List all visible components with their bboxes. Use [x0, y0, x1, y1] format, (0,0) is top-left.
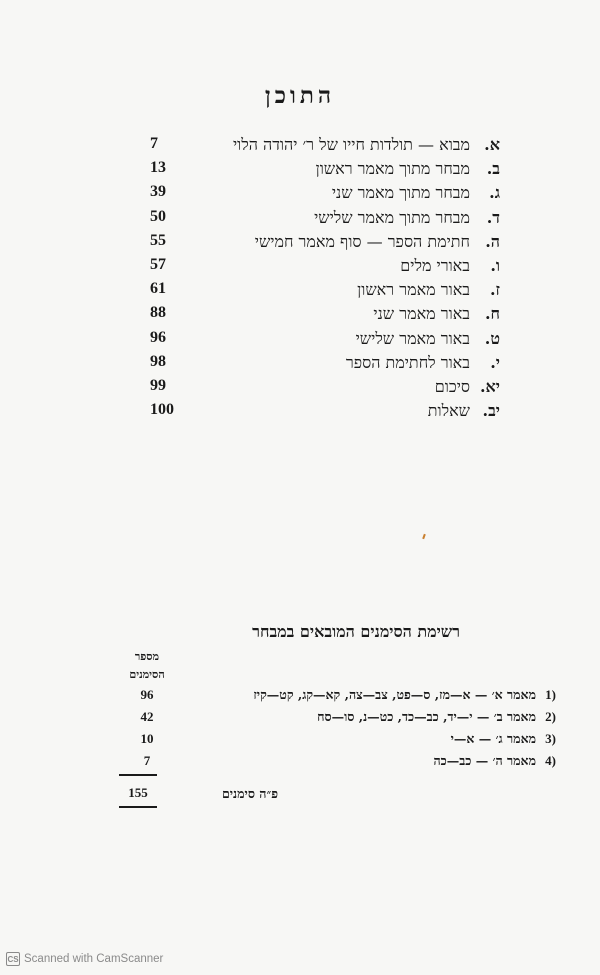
- count-column-header: מספר: [134, 650, 160, 663]
- total-count: 155: [128, 785, 148, 800]
- toc-entry-text: באור מאמר ראשון: [357, 280, 470, 300]
- toc-page-number: 39: [150, 183, 166, 201]
- toc-entry-text: מבוא — תולדות חייו של ר׳ יהודה הלוי: [232, 135, 470, 154]
- toc-letter: ח.: [484, 304, 500, 324]
- toc-row: [150, 206, 500, 230]
- toc-page-number: 61: [150, 280, 166, 298]
- toc-letter: ב.: [486, 159, 500, 179]
- toc-entry-text: באור לחתימת הספר: [345, 352, 470, 372]
- section-range: מאמר א׳ — א—מז, ס—פט, צב—צה, קא—קג, קט—קיז: [253, 687, 536, 702]
- toc-letter: ג.: [489, 183, 500, 203]
- toc-entry-text: חתימת הספר — סוף מאמר חמישי: [254, 231, 470, 251]
- toc-page-number: 99: [150, 376, 166, 394]
- toc-entry-text: באור מאמר שני: [373, 304, 470, 324]
- list-item: [100, 753, 560, 773]
- section-count: 96: [140, 687, 154, 702]
- toc-page-number: 7: [150, 135, 158, 152]
- sum-rule: [119, 806, 157, 808]
- toc-page-number: 100: [150, 401, 174, 419]
- toc-row: [150, 302, 500, 326]
- section-count: 10: [140, 731, 154, 746]
- toc-page-number: 88: [150, 304, 166, 322]
- toc-row: [150, 375, 500, 399]
- ink-mark: [422, 534, 426, 539]
- toc-row: [150, 133, 500, 157]
- toc-letter: י.: [490, 352, 500, 372]
- list-number: 3): [545, 731, 556, 746]
- toc-entry-text: סיכום: [434, 376, 470, 396]
- toc-page-number: 98: [150, 352, 166, 370]
- toc-letter: ז.: [489, 280, 500, 300]
- list-number: 2): [545, 709, 556, 724]
- section-range: מאמר ה׳ — כב—כה: [433, 753, 536, 768]
- toc-entry-text: באור מאמר שלישי: [355, 328, 470, 348]
- toc-letter: ה.: [485, 231, 500, 251]
- toc-letter: ו.: [490, 255, 500, 275]
- toc-row: [150, 230, 500, 254]
- sections-list-title: רשימת הסימנים המובאים במבחר: [252, 622, 460, 641]
- toc-letter: ד.: [486, 207, 500, 227]
- toc-row: [150, 254, 500, 278]
- list-number: 4): [545, 753, 556, 768]
- camscanner-icon: CS: [6, 952, 20, 966]
- toc-row: [150, 399, 500, 423]
- total-label: פ״ה סימנים: [221, 786, 279, 801]
- toc-row: [150, 327, 500, 351]
- count-column-header: הסימנים: [129, 668, 165, 681]
- list-item: [100, 687, 560, 707]
- list-number: 1): [545, 687, 556, 702]
- toc-row: [150, 157, 500, 181]
- toc-page-number: 50: [150, 207, 166, 225]
- toc-entry-text: באורי מלים: [400, 255, 470, 275]
- list-item: [100, 709, 560, 729]
- toc-page-number: 55: [150, 231, 166, 249]
- toc-letter: יא.: [479, 376, 500, 396]
- toc-page-number: 96: [150, 328, 166, 346]
- toc-row: [150, 181, 500, 205]
- watermark-text: Scanned with CamScanner: [24, 953, 164, 965]
- section-range: מאמר ג׳ — א—י: [450, 731, 536, 746]
- table-of-contents: [150, 133, 500, 423]
- section-count: 7: [143, 753, 151, 768]
- toc-entry-text: מבחר מתוך מאמר שני: [331, 183, 470, 203]
- toc-page-number: 57: [150, 255, 166, 273]
- list-item: [100, 731, 560, 751]
- sum-rule: [119, 774, 157, 776]
- scanner-watermark: [6, 952, 163, 966]
- toc-row: [150, 278, 500, 302]
- section-count: 42: [140, 709, 154, 724]
- toc-entry-text: מבחר מתוך מאמר שלישי: [314, 207, 470, 227]
- toc-page-number: 13: [150, 159, 166, 177]
- toc-row: [150, 351, 500, 375]
- section-range: מאמר ב׳ — י—יד, כב—כד, כט—נ, סו—סח: [317, 709, 536, 724]
- toc-letter: א.: [484, 135, 500, 154]
- toc-letter: יב.: [482, 401, 500, 421]
- page-title: התוכן: [264, 82, 336, 109]
- toc-entry-text: מבחר מתוך מאמר ראשון: [315, 159, 470, 179]
- toc-entry-text: שאלות: [427, 401, 470, 421]
- toc-letter: ט.: [484, 328, 500, 348]
